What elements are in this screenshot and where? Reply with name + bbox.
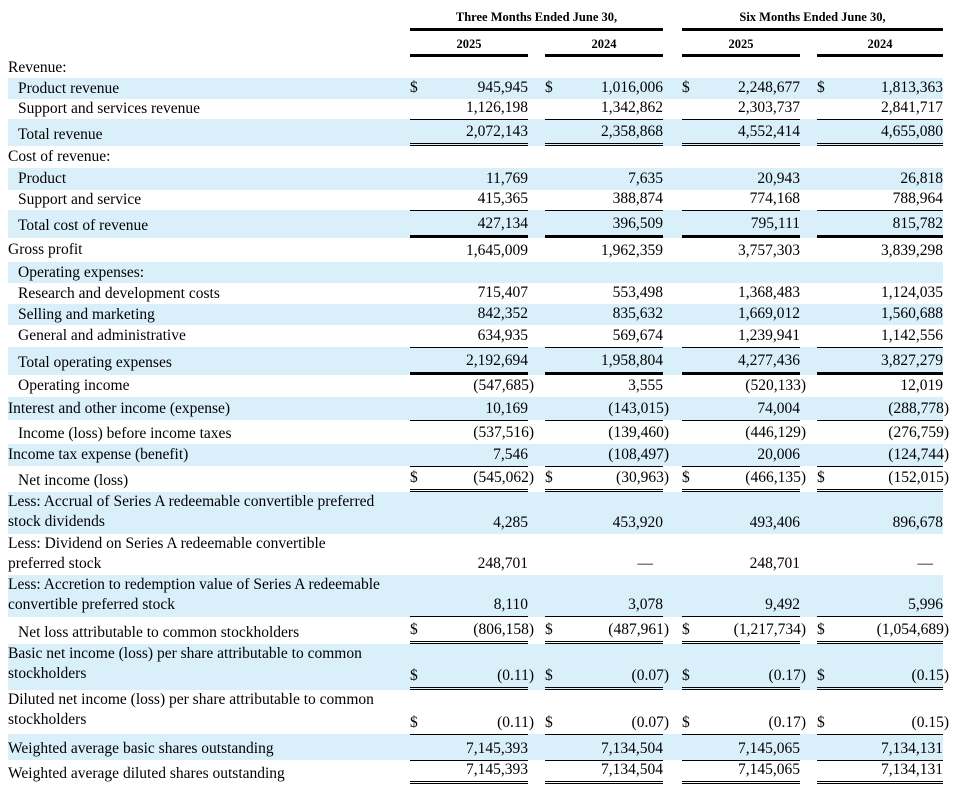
value-cell: [410, 444, 528, 466]
value-number: (466,135): [745, 469, 806, 486]
header-rule-three-months: [410, 28, 663, 31]
value-number: 8,110: [493, 596, 528, 613]
value-cell: [682, 283, 800, 304]
row-label: Total operating expenses: [18, 354, 172, 371]
value-cell: [817, 168, 943, 190]
value-number: 945,945: [477, 79, 528, 96]
value-number: 1,645,009: [466, 242, 528, 259]
value-cell: [817, 78, 943, 99]
value-number: 788,964: [892, 190, 943, 207]
value-number: 634,935: [477, 327, 528, 344]
value-number: (0.15): [911, 714, 949, 731]
value-number: 396,509: [612, 215, 663, 232]
value-number: 815,782: [892, 215, 943, 232]
value-cell: [682, 119, 800, 146]
value-cell: [817, 420, 949, 444]
value-cell: [817, 304, 943, 325]
value-cell: [817, 397, 949, 420]
value-number: (1,054,689): [876, 621, 949, 638]
table-row: [8, 617, 949, 644]
table-row: [8, 78, 943, 99]
value-cell: [682, 444, 800, 466]
value-number: 1,368,483: [738, 284, 800, 301]
value-cell: [410, 283, 528, 304]
table-row: [8, 534, 943, 575]
value-cell: [410, 78, 528, 99]
value-cell: [410, 492, 528, 534]
value-number: (487,961): [608, 621, 669, 638]
value-number: 248,701: [749, 555, 800, 572]
currency-symbol: $: [410, 714, 418, 731]
value-number: 4,552,414: [738, 123, 800, 140]
header-three-months: Three Months Ended June 30,: [455, 10, 618, 24]
value-cell: [410, 304, 528, 325]
value-cell: [817, 466, 949, 492]
value-number: (545,062): [473, 469, 534, 486]
value-number: 3,555: [628, 377, 663, 394]
value-cell: [545, 238, 663, 262]
value-cell: [682, 466, 806, 492]
value-cell: [682, 644, 806, 690]
value-number: 7,546: [493, 446, 528, 463]
value-cell: [410, 466, 534, 492]
value-number: 20,006: [757, 446, 800, 463]
value-cell: [682, 304, 800, 325]
value-cell: [682, 168, 800, 190]
value-number: 795,111: [750, 215, 800, 232]
value-number: 2,303,737: [738, 99, 800, 116]
value-cell: [682, 210, 800, 238]
currency-symbol: $: [817, 79, 825, 96]
value-cell: [817, 238, 943, 262]
value-number: 415,365: [477, 190, 528, 207]
value-number: —: [637, 555, 653, 572]
value-number: (537,516): [473, 424, 534, 441]
value-cell: [817, 210, 943, 238]
value-cell: [682, 690, 806, 734]
table-row: [8, 397, 949, 420]
value-number: 1,142,556: [881, 327, 943, 344]
value-cell: [682, 492, 800, 534]
table-row: [8, 119, 943, 146]
header-year: 2025: [456, 37, 482, 51]
row-label: Less: Dividend on Series A redeemable convertible preferred stock: [8, 535, 326, 572]
header-year: 2025: [728, 37, 754, 51]
row-label: Weighted average diluted shares outstanding: [8, 765, 285, 782]
value-number: 4,277,436: [738, 352, 800, 369]
currency-symbol: $: [682, 714, 690, 731]
row-label: Support and service: [18, 191, 142, 208]
value-number: (806,158): [473, 621, 534, 638]
row-label: Income tax expense (benefit): [8, 446, 189, 463]
value-number: 774,168: [749, 190, 800, 207]
value-number: (0.17): [768, 714, 806, 731]
value-cell: [817, 575, 943, 617]
value-cell: [682, 420, 806, 444]
header-year: 2024: [591, 37, 617, 51]
row-label: Basic net income (loss) per share attributable to common stockholders: [8, 645, 362, 682]
row-label: Gross profit: [8, 241, 83, 258]
row-label: Net loss attributable to common stockholders: [18, 623, 300, 641]
value-cell: [410, 210, 528, 238]
value-number: 2,072,143: [466, 123, 528, 140]
value-cell: [817, 690, 949, 734]
value-cell: [682, 617, 806, 644]
table-row: [8, 734, 943, 760]
value-number: 1,016,006: [601, 79, 663, 96]
value-number: 10,169: [485, 400, 528, 417]
value-number: 1,126,198: [466, 99, 528, 116]
header-year: 2024: [867, 37, 893, 51]
value-cell: [545, 397, 669, 420]
value-cell: [545, 99, 663, 119]
value-cell: [545, 210, 663, 238]
value-number: (152,015): [888, 469, 949, 486]
value-cell: [410, 575, 528, 617]
currency-symbol: $: [410, 79, 418, 96]
header-six-months: Six Months Ended June 30,: [739, 10, 886, 24]
value-cell: [817, 734, 943, 760]
value-number: (547,685): [473, 377, 534, 394]
currency-symbol: $: [682, 621, 690, 638]
currency-symbol: $: [545, 667, 553, 684]
value-number: 569,674: [612, 327, 663, 344]
currency-symbol: $: [545, 79, 553, 96]
value-number: —: [917, 555, 933, 572]
value-number: 427,134: [477, 215, 528, 232]
table-row: [8, 304, 943, 325]
value-number: (446,129): [745, 424, 806, 441]
value-cell: [545, 644, 669, 690]
table-row: [8, 99, 943, 119]
table-row: [8, 760, 943, 784]
value-cell: [545, 168, 663, 190]
value-cell: [682, 760, 800, 784]
currency-symbol: $: [545, 714, 553, 731]
row-label: Diluted net income (loss) per share attributable to common stockholders: [8, 691, 374, 728]
value-cell: [410, 644, 534, 690]
value-number: 1,669,012: [738, 305, 800, 322]
value-cell: [410, 760, 528, 784]
value-number: 4,655,080: [881, 123, 943, 140]
table-row: [8, 347, 943, 375]
value-cell: [682, 534, 800, 575]
row-label: Total revenue: [18, 125, 103, 143]
value-number: 5,996: [908, 596, 943, 613]
value-number: 2,248,677: [738, 79, 800, 96]
row-label: Cost of revenue:: [8, 148, 111, 165]
value-number: 2,841,717: [881, 99, 943, 116]
value-number: (0.15): [911, 667, 949, 684]
value-cell: [545, 304, 663, 325]
table-row: [8, 466, 949, 492]
value-cell: [410, 168, 528, 190]
row-label: Product: [18, 170, 67, 187]
value-number: 7,134,131: [881, 761, 943, 778]
row-label: Net income (loss): [18, 472, 129, 489]
value-number: (0.07): [631, 714, 669, 731]
value-number: 1,342,862: [601, 99, 663, 116]
value-number: 7,145,393: [466, 761, 528, 778]
value-cell: [817, 99, 943, 119]
row-label: Total cost of revenue: [18, 217, 149, 234]
value-number: (139,460): [608, 424, 669, 441]
table-row: [8, 644, 949, 690]
table-row: [8, 57, 943, 78]
value-cell: [817, 444, 949, 466]
value-number: 835,632: [612, 305, 663, 322]
row-label: Weighted average basic shares outstanding: [8, 740, 274, 757]
value-number: 842,352: [477, 305, 528, 322]
row-label: Interest and other income (expense): [8, 399, 231, 417]
currency-symbol: $: [682, 667, 690, 684]
value-number: (276,759): [888, 424, 949, 441]
value-cell: [410, 325, 528, 347]
row-label: Research and development costs: [18, 284, 220, 302]
row-label: Support and services revenue: [18, 100, 201, 117]
value-number: 7,134,504: [601, 740, 663, 757]
table-row: [8, 444, 949, 466]
value-number: (108,497): [608, 446, 669, 463]
value-cell: [410, 617, 534, 644]
value-number: 9,492: [765, 596, 800, 613]
value-cell: [682, 575, 800, 617]
value-cell: [545, 734, 663, 760]
value-number: 1,958,804: [601, 352, 663, 369]
table-row: [8, 420, 949, 444]
value-cell: [545, 690, 669, 734]
value-number: (143,015): [608, 400, 669, 417]
value-number: 3,757,303: [738, 242, 800, 259]
row-label: Product revenue: [18, 79, 120, 97]
table-row: [8, 168, 943, 190]
row-label: Operating income: [18, 377, 130, 394]
table-row: [8, 146, 943, 168]
value-number: 453,920: [612, 514, 663, 531]
value-cell: [410, 347, 528, 375]
value-cell: [410, 238, 528, 262]
value-cell: [545, 119, 663, 146]
value-number: (0.11): [497, 714, 534, 731]
value-cell: [817, 492, 943, 534]
value-cell: [817, 617, 949, 644]
value-cell: [682, 734, 800, 760]
value-number: 11,769: [485, 170, 528, 187]
value-number: (0.11): [497, 667, 534, 684]
currency-symbol: $: [682, 469, 690, 486]
table-row: [8, 690, 949, 734]
value-number: 2,358,868: [601, 123, 663, 140]
value-cell: [817, 760, 943, 784]
value-cell: [817, 534, 943, 575]
value-cell: [682, 347, 800, 375]
currency-symbol: $: [817, 667, 825, 684]
value-number: 1,560,688: [881, 305, 943, 322]
value-number: 1,962,359: [601, 242, 663, 259]
value-cell: [545, 492, 663, 534]
value-cell: [545, 575, 663, 617]
row-label: Revenue:: [8, 58, 67, 76]
value-number: 493,406: [749, 514, 800, 531]
value-number: 715,407: [477, 284, 528, 301]
value-cell: [410, 375, 534, 397]
currency-symbol: $: [410, 621, 418, 638]
value-cell: [817, 325, 943, 347]
value-number: 1,813,363: [881, 79, 943, 96]
value-cell: [545, 760, 663, 784]
value-number: 20,943: [757, 170, 800, 187]
value-cell: [545, 283, 663, 304]
value-cell: [682, 238, 800, 262]
value-cell: [545, 534, 663, 575]
value-number: (124,744): [888, 446, 949, 463]
value-cell: [682, 99, 800, 119]
value-number: 3,078: [628, 596, 663, 613]
value-number: 7,145,065: [738, 740, 800, 757]
value-number: 553,498: [612, 284, 663, 301]
table-row: [8, 283, 943, 304]
value-cell: [410, 690, 534, 734]
value-number: 7,635: [628, 170, 663, 187]
value-cell: [682, 78, 800, 99]
header-rule-six-months: [682, 28, 943, 31]
value-cell: [817, 283, 943, 304]
value-number: (0.17): [768, 667, 806, 684]
value-cell: [682, 190, 800, 210]
value-cell: [410, 397, 528, 420]
row-label: Selling and marketing: [18, 305, 155, 323]
value-number: (30,963): [616, 469, 669, 486]
row-label: Less: Accretion to redemption value of Series A redeemable convertible preferred stock: [8, 576, 380, 613]
value-cell: [817, 375, 943, 397]
table-row: [8, 262, 943, 283]
row-label: Operating expenses:: [18, 263, 145, 281]
value-number: (1,217,734): [733, 621, 806, 638]
table-row: [8, 210, 943, 238]
value-cell: [545, 190, 663, 210]
value-cell: [545, 444, 669, 466]
value-cell: [410, 119, 528, 146]
value-cell: [410, 190, 528, 210]
table-row: [8, 325, 943, 347]
value-number: 7,134,131: [881, 740, 943, 757]
value-number: (288,778): [888, 400, 949, 417]
value-cell: [410, 99, 528, 119]
table-row: [8, 190, 943, 210]
currency-symbol: $: [817, 469, 825, 486]
value-number: (0.07): [631, 667, 669, 684]
currency-symbol: $: [682, 79, 690, 96]
value-cell: [545, 325, 663, 347]
value-number: 3,839,298: [881, 242, 943, 259]
value-cell: [545, 466, 669, 492]
table-row: [8, 375, 943, 397]
value-number: 896,678: [892, 514, 943, 531]
row-label: General and administrative: [18, 327, 186, 344]
value-number: 2,192,694: [466, 352, 528, 369]
value-number: 1,239,941: [738, 327, 800, 344]
table-row: [8, 575, 943, 617]
row-label: Income (loss) before income taxes: [18, 425, 232, 442]
currency-symbol: $: [410, 469, 418, 486]
currency-symbol: $: [545, 469, 553, 486]
row-label: Less: Accrual of Series A redeemable convertible preferred stock dividends: [8, 493, 375, 530]
value-number: 74,004: [757, 400, 800, 417]
value-number: 1,124,035: [881, 284, 943, 301]
table-row: [8, 238, 943, 262]
value-cell: [682, 397, 800, 420]
value-cell: [817, 190, 943, 210]
value-cell: [545, 78, 663, 99]
value-cell: [545, 617, 669, 644]
value-number: 12,019: [900, 377, 943, 394]
value-cell: [545, 420, 669, 444]
currency-symbol: $: [817, 714, 825, 731]
value-number: 248,701: [477, 555, 528, 572]
value-number: 7,145,065: [738, 761, 800, 778]
value-number: 388,874: [612, 190, 663, 207]
value-cell: [410, 420, 534, 444]
value-cell: [545, 347, 663, 375]
value-cell: [817, 119, 943, 146]
currency-symbol: $: [545, 621, 553, 638]
currency-symbol: $: [410, 667, 418, 684]
value-cell: [817, 644, 949, 690]
currency-symbol: $: [817, 621, 825, 638]
value-number: 7,145,393: [466, 740, 528, 757]
value-number: 3,827,279: [881, 352, 943, 369]
value-number: 4,285: [493, 514, 528, 531]
value-number: 26,818: [900, 170, 943, 187]
value-cell: [545, 375, 663, 397]
value-cell: [682, 325, 800, 347]
value-number: 7,134,504: [601, 761, 663, 778]
value-cell: [817, 347, 943, 375]
value-cell: [682, 375, 806, 397]
value-cell: [410, 734, 528, 760]
table-row: [8, 492, 943, 534]
value-number: (520,133): [745, 377, 806, 394]
value-cell: [410, 534, 528, 575]
